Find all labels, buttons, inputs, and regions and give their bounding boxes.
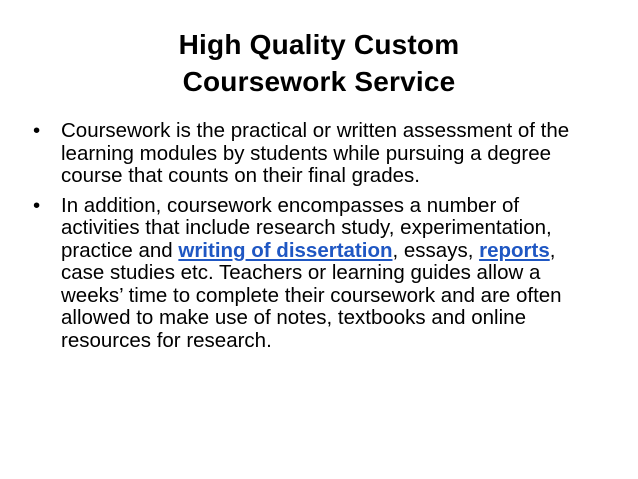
bullet-list <box>33 120 603 359</box>
bullet-1-text: Coursework is the practical or written assessment of the learning modules by students while pursuing a degree course that counts on their final grades. <box>61 119 570 187</box>
slide-title <box>0 26 638 100</box>
bullet-dot-icon: • <box>33 193 41 217</box>
title-line-1: High Quality Custom <box>178 29 460 60</box>
bullet-2-text-part-1: In addition, coursework encompasses a number of activities that include research study, experimentation, practice and <box>61 193 552 262</box>
writing-of-dissertation-link[interactable]: writing of dissertation <box>178 238 393 262</box>
bullet-dot-icon: • <box>33 119 41 142</box>
reports-link[interactable]: reports <box>479 238 550 262</box>
bullet-2-text-part-3: , case studies etc. Teachers or learning guides allow a weeks’ time to complete their coursework and are often allowed to make use of notes, textbooks and online resources for research. <box>61 238 562 352</box>
title-line-2: Coursework Service <box>182 66 456 97</box>
bullet-item-2 <box>33 195 603 353</box>
bullet-2-text-part-2: , essays, <box>392 238 480 262</box>
bullet-item-1 <box>33 120 603 188</box>
